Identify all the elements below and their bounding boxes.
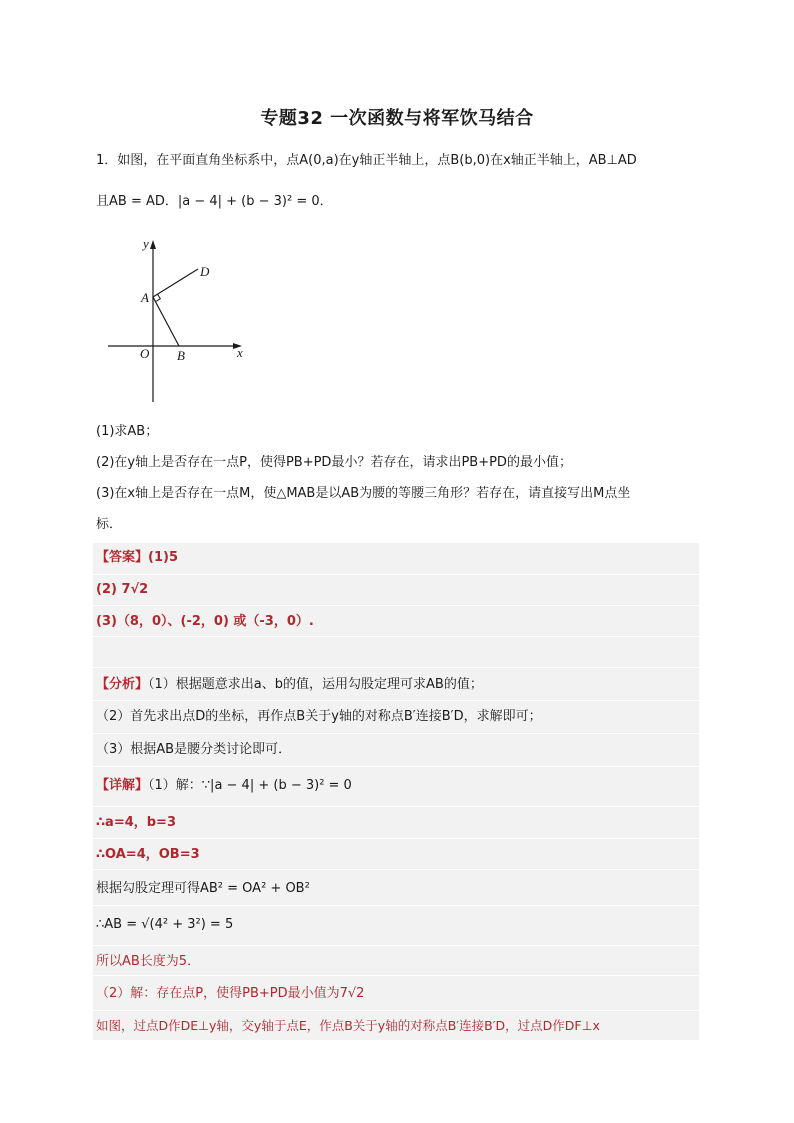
question-line-1: 1．如图，在平面直角坐标系中，点A(0,a)在y轴正半轴上，点B(b,0)在x轴正半轴上，AB⊥AD: [96, 153, 637, 168]
analysis-label: 【分析】: [96, 677, 149, 692]
question-part-1: (1)求AB；: [96, 424, 159, 439]
label-x: x: [237, 345, 243, 360]
detail-8: 如图，过点D作DE⊥y轴，交y轴于点E，作点B关于y轴的对称点B′连接B′D，过点D作DF⊥x: [96, 1018, 600, 1033]
detail-4: 根据勾股定理可得AB² = OA² + OB²: [96, 881, 310, 896]
answer-line-1: [96, 548, 178, 568]
answer-label: 【答案】: [96, 550, 149, 565]
segment-ad: [153, 269, 198, 297]
answer-3: (3)（8，0）、(-2，0) 或（-3，0）.: [96, 614, 314, 629]
label-d: D: [200, 264, 210, 279]
analysis-3: （3）根据AB是腰分类讨论即可．: [96, 742, 292, 757]
detail-2: ∴a=4，b=3: [96, 815, 176, 830]
question-part-3a: (3)在x轴上是否存在一点M，使△MAB是以AB为腰的等腰三角形？若存在，请直接写出M点坐: [96, 486, 631, 501]
coordinate-figure: [100, 232, 260, 412]
detail-5: ∴AB = √(4² + 3²) = 5: [96, 917, 234, 932]
label-a: A: [141, 290, 149, 305]
label-o: O: [140, 346, 150, 361]
analysis-line-1: [96, 675, 483, 695]
answer-2: (2) 7√2: [96, 582, 149, 597]
detail-label: 【详解】: [96, 778, 149, 793]
label-y: y: [143, 236, 149, 251]
label-b: B: [177, 348, 185, 363]
detail-1: （1）解：∵|a − 4| + (b − 3)² = 0: [148, 778, 352, 793]
question-part-2: (2)在y轴上是否存在一点P，使得PB+PD最小？若存在，请求出PB+PD的最小值；: [96, 455, 572, 470]
y-axis-arrow: [150, 240, 156, 249]
analysis-2: （2）首先求出点D的坐标，再作点B关于y轴的对称点B′连接B′D，求解即可；: [96, 709, 542, 724]
detail-7: （2）解：存在点P，使得PB+PD最小值为7√2: [96, 986, 365, 1001]
detail-line-1: [96, 776, 352, 796]
question-part-3b: 标．: [96, 517, 123, 532]
segment-ab: [153, 297, 179, 346]
answer-1: (1)5: [148, 550, 178, 565]
detail-3: ∴OA=4，OB=3: [96, 847, 200, 862]
page-title: 专题32 一次函数与将军饮马结合: [260, 108, 534, 129]
detail-6: 所以AB长度为5．: [96, 954, 201, 969]
question-line-2: 且AB = AD．|a − 4| + (b − 3)² = 0．: [96, 194, 333, 209]
analysis-1: （1）根据题意求出a、b的值，运用勾股定理可求AB的值；: [148, 677, 483, 692]
